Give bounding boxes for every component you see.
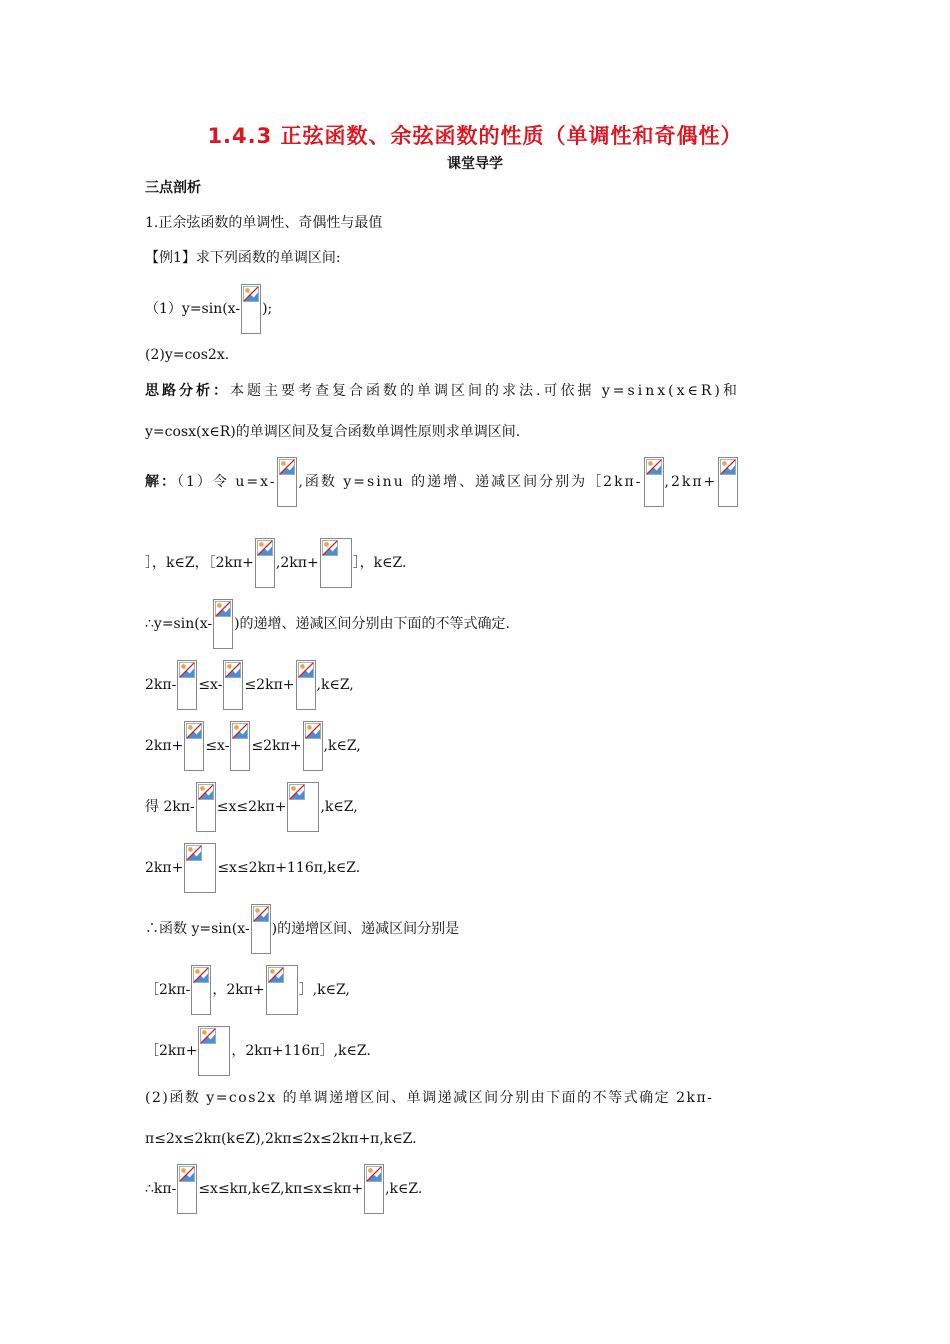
fraction-image <box>191 965 211 1015</box>
result-inequality-1: 得 2kπ- ≤x≤2kπ+ ,k∈Z, <box>145 782 358 832</box>
fraction-image <box>177 660 197 710</box>
question-2: (2)y=cos2x. <box>145 347 230 363</box>
inequality-2: 2kπ+ ≤x- ≤2kπ+ ,k∈Z, <box>145 721 361 771</box>
page-title: 1.4.3 正弦函数、余弦函数的性质（单调性和奇偶性） <box>207 124 743 148</box>
fraction-image <box>255 538 275 588</box>
fraction-image <box>213 599 233 649</box>
fraction-image <box>266 965 298 1015</box>
fraction-image <box>196 782 216 832</box>
solution-line-2: ］，k∈Z，［2kπ+ ,2kπ+ ］，k∈Z. <box>145 538 406 588</box>
solution-line-1: 解：（1）令 u=x- ,函数 y=sinu 的递增、递减区间分别为［2kπ- ,2kπ+ <box>145 457 739 507</box>
fraction-image <box>230 721 250 771</box>
fraction-image <box>296 660 316 710</box>
analysis-line-2: y=cosx(x∈R)的单调区间及复合函数单调性原则求单调区间. <box>145 424 521 440</box>
fraction-image <box>184 721 204 771</box>
result-inequality-2: 2kπ+ ≤x≤2kπ+116π,k∈Z. <box>145 843 360 893</box>
fraction-image <box>184 843 216 893</box>
example-heading: 【例1】求下列函数的单调区间: <box>145 250 341 266</box>
fraction-image <box>303 721 323 771</box>
fraction-image <box>251 904 271 954</box>
part-2-line-2: π≤2x≤2kπ(k∈Z),2kπ≤2x≤2kπ+π,k∈Z. <box>145 1131 417 1147</box>
fraction-image <box>644 457 664 507</box>
fraction-image <box>320 538 352 588</box>
fraction-image <box>241 284 261 334</box>
fraction-image <box>364 1164 384 1214</box>
question-1: （1）y=sin(x- ); <box>145 284 272 334</box>
therefore-line: ∴y=sin(x- )的递增、递减区间分别由下面的不等式确定. <box>145 599 510 649</box>
inequality-1: 2kπ- ≤x- ≤2kπ+ ,k∈Z, <box>145 660 354 710</box>
result-statement: ∴函数 y=sin(x- )的递增区间、递减区间分别是 <box>145 904 459 954</box>
analysis-line-1: 思路分析：本题主要考查复合函数的单调区间的求法.可依据 y=sinx(x∈R)和 <box>145 383 740 399</box>
fraction-image <box>223 660 243 710</box>
page-subtitle: 课堂导学 <box>447 156 503 172</box>
section-heading: 三点剖析 <box>145 180 201 196</box>
final-line: ∴kπ- ≤x≤kπ,k∈Z,kπ≤x≤kπ+ ,k∈Z. <box>145 1164 422 1214</box>
fraction-image <box>718 457 738 507</box>
interval-2: ［2kπ+ ，2kπ+116π］,k∈Z. <box>145 1026 371 1076</box>
fraction-image <box>277 457 297 507</box>
heading-1: 1.正余弦函数的单调性、奇偶性与最值 <box>145 215 383 231</box>
part-2-line-1: (2)函数 y=cos2x 的单调递增区间、单调递减区间分别由下面的不等式确定 2kπ- <box>145 1090 714 1106</box>
interval-1: ［2kπ- ，2kπ+ ］,k∈Z, <box>145 965 350 1015</box>
fraction-image <box>177 1164 197 1214</box>
fraction-image <box>198 1026 230 1076</box>
fraction-image <box>287 782 319 832</box>
